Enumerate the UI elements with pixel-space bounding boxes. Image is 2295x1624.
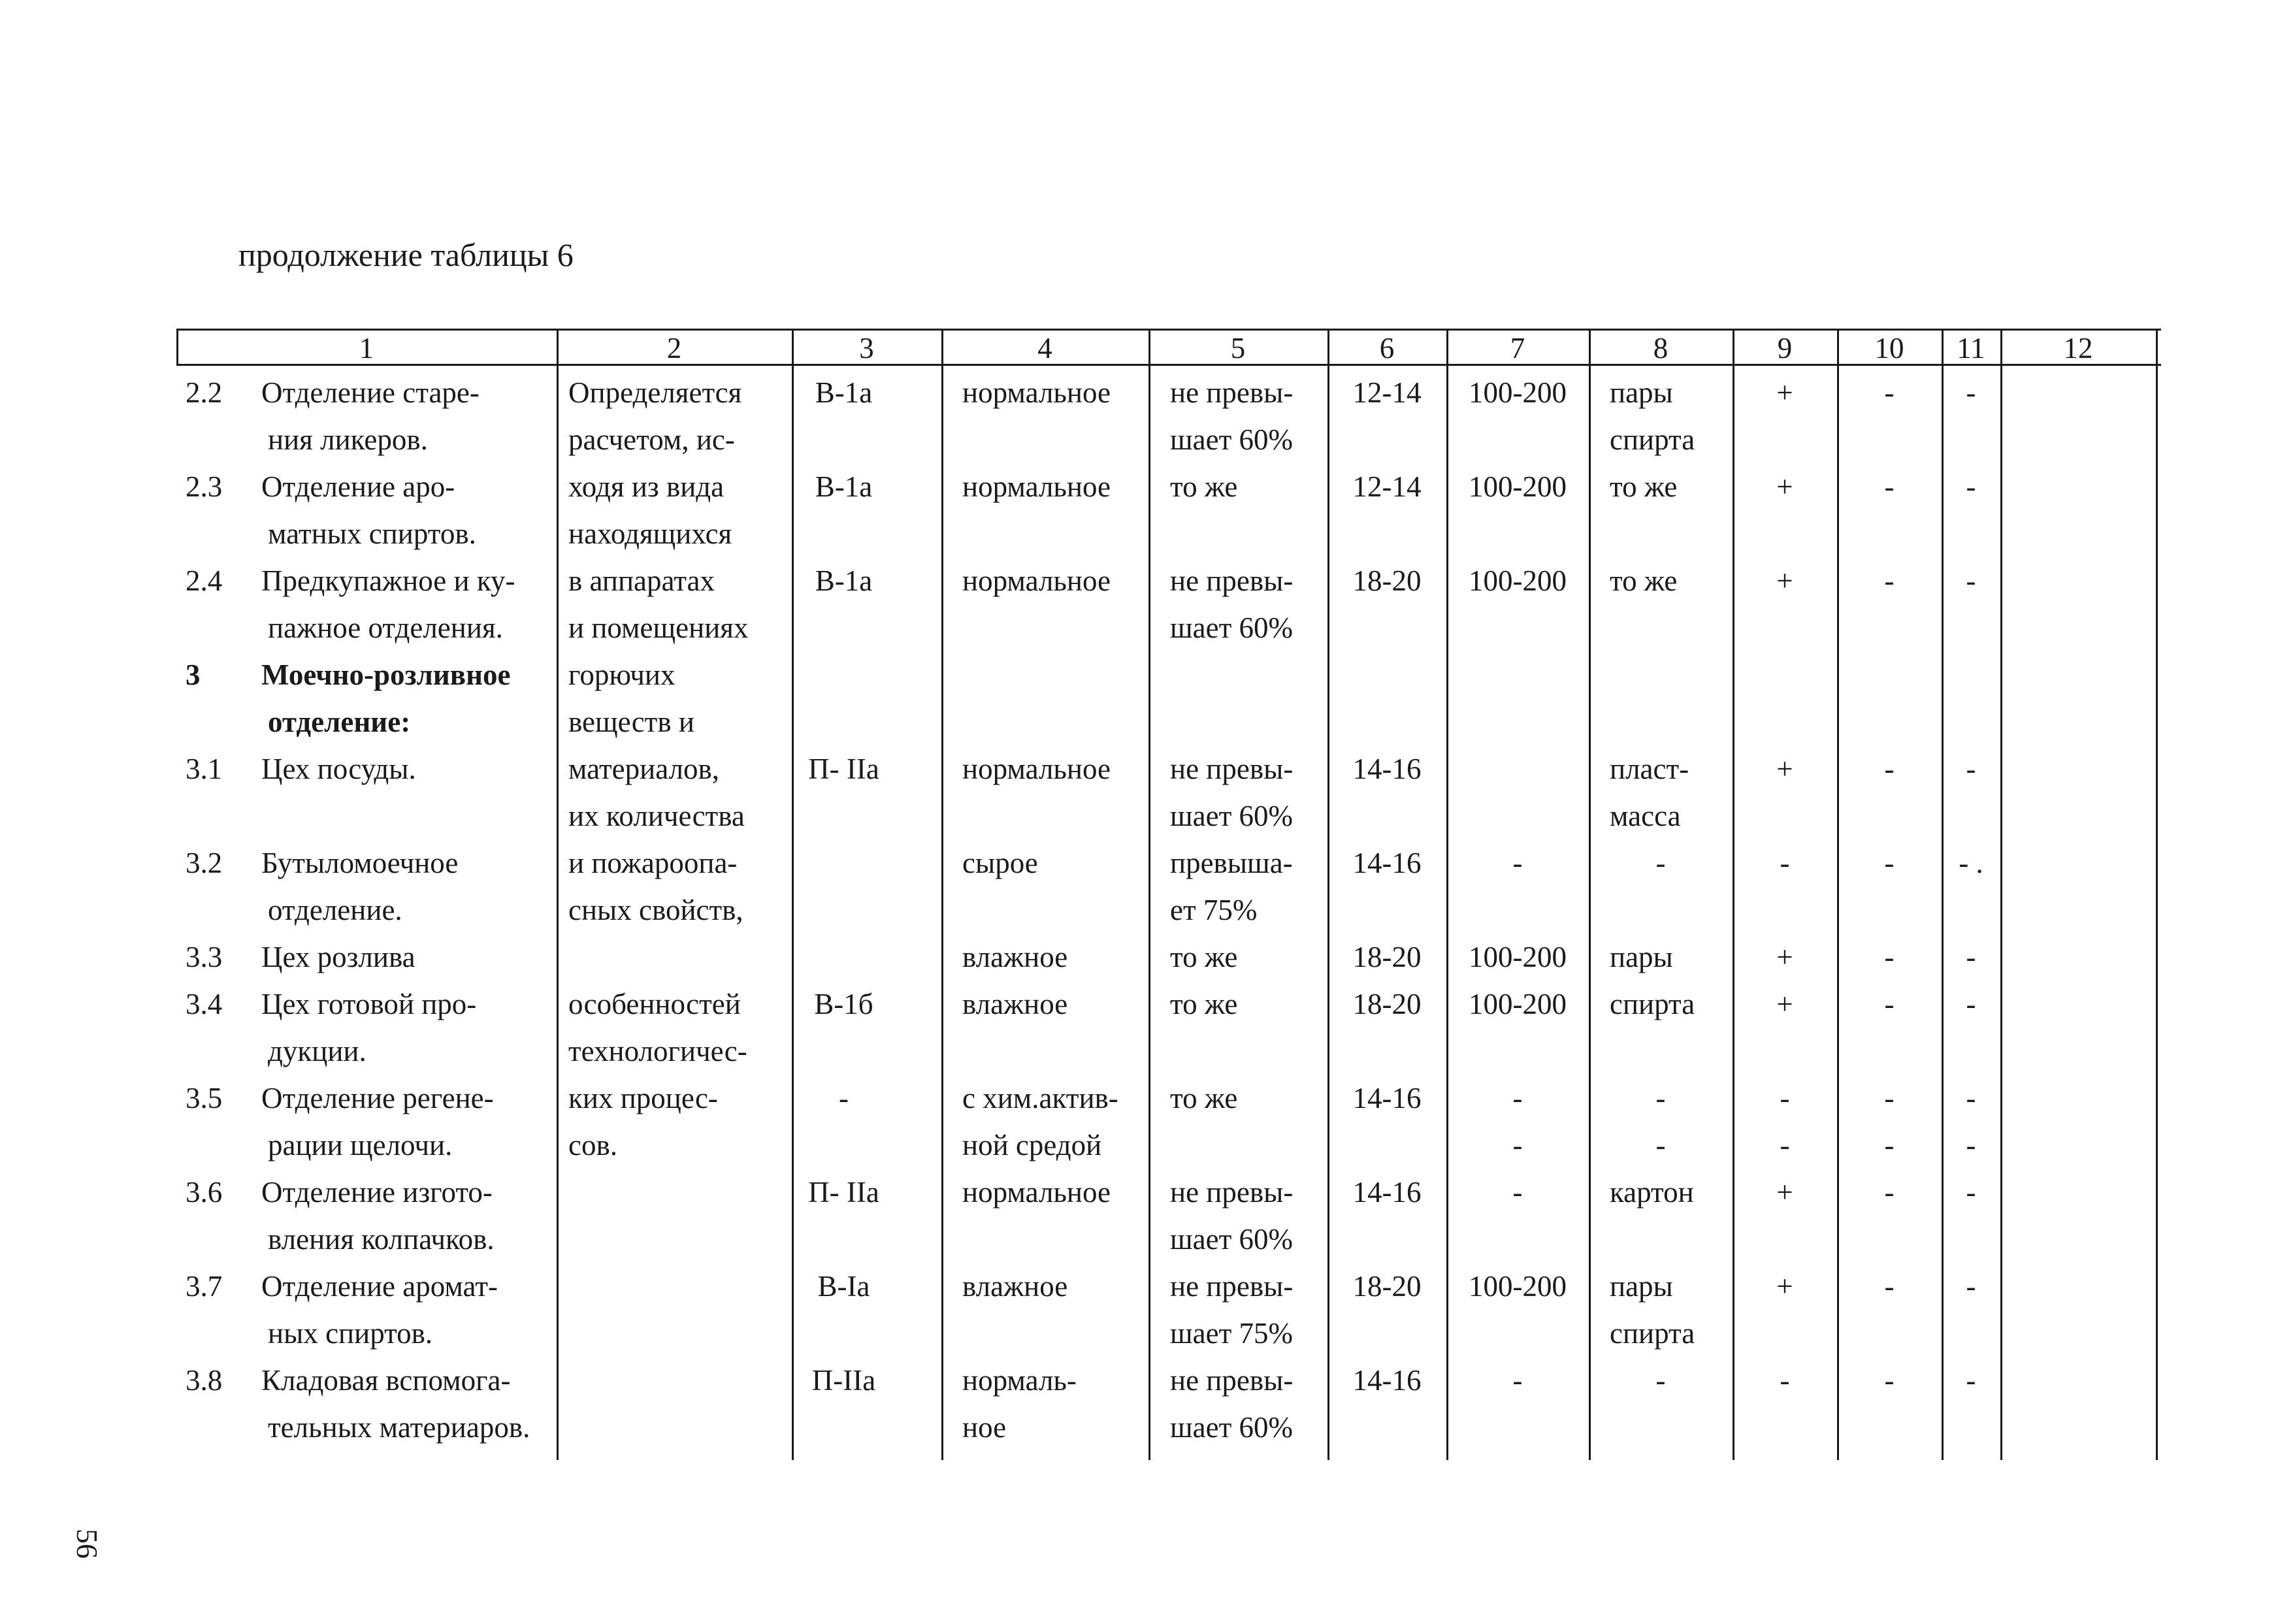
row-name: Отделение старе-: [261, 376, 480, 409]
col2-note-line: расчетом, ис-: [568, 423, 735, 456]
row-number: 3.2: [186, 847, 223, 879]
cell-col10: -: [1884, 1270, 1895, 1303]
cell-illumination: 100-200: [1469, 470, 1567, 503]
cell-col11: -: [1966, 376, 1976, 409]
cell-temperature: 18-20: [1352, 988, 1422, 1020]
cell-humidity: не превы-: [1170, 1176, 1294, 1209]
cell-col9: +: [1776, 564, 1793, 597]
cell-environment: влажное: [962, 988, 1068, 1020]
col2-note-line: ких процес-: [568, 1082, 718, 1114]
cell-col10: -: [1884, 470, 1895, 503]
column-header: 4: [1037, 332, 1052, 365]
cell-col10: -: [1884, 1129, 1895, 1161]
cell-class: П- IIа: [808, 753, 879, 785]
cell-col11: -: [1966, 470, 1976, 503]
cell-col10: -: [1884, 941, 1895, 973]
column-rule: [1148, 329, 1150, 1460]
cell-temperature: 14-16: [1352, 1082, 1422, 1114]
cell-col11: -: [1966, 1176, 1976, 1209]
cell-substance: пары: [1610, 941, 1673, 973]
row-name: вления колпачков.: [268, 1223, 495, 1256]
cell-col9: +: [1776, 470, 1793, 503]
col2-note-line: Определяется: [568, 376, 742, 409]
cell-illumination: 100-200: [1469, 1270, 1567, 1303]
cell-class: В-1б: [814, 988, 873, 1020]
cell-class: П-IIа: [811, 1364, 876, 1397]
cell-substance: пары: [1610, 1270, 1673, 1303]
row-name: Моечно-розливное: [261, 658, 511, 691]
cell-humidity: то же: [1170, 941, 1238, 973]
cell-environment: сырое: [962, 847, 1038, 879]
col2-note-line: их количества: [568, 800, 745, 832]
cell-col10: -: [1884, 753, 1895, 785]
row-name: Бутыломоечное: [261, 847, 459, 879]
col2-note-line: сов.: [568, 1129, 617, 1161]
cell-col10: -: [1884, 988, 1895, 1020]
column-header: 12: [2063, 332, 2093, 365]
cell-col9: -: [1780, 1082, 1790, 1114]
col2-note-line: ходя из вида: [568, 470, 724, 503]
cell-substance: спирта: [1610, 988, 1695, 1020]
cell-col9: -: [1780, 1129, 1790, 1161]
column-header: 10: [1874, 332, 1904, 365]
cell-illumination: -: [1512, 1364, 1523, 1397]
cell-col9: -: [1780, 1364, 1790, 1397]
cell-temperature: 14-16: [1352, 753, 1422, 785]
cell-illumination: 100-200: [1469, 988, 1567, 1020]
col2-note-line: и помещениях: [568, 611, 749, 644]
row-name: пажное отделения.: [268, 611, 503, 644]
column-rule: [1589, 329, 1591, 1460]
row-name: Отделение аромат-: [261, 1270, 498, 1303]
page-number: 56: [71, 1529, 104, 1559]
cell-substance: -: [1655, 847, 1666, 879]
cell-class: В-1а: [815, 376, 873, 409]
cell-environment: нормаль-: [962, 1364, 1077, 1397]
cell-substance: то же: [1610, 470, 1678, 503]
cell-humidity: шает 60%: [1170, 423, 1293, 456]
cell-class: П- IIа: [808, 1176, 879, 1209]
cell-temperature: 14-16: [1352, 1176, 1422, 1209]
column-header: 3: [859, 332, 874, 365]
cell-col11: - .: [1959, 847, 1983, 879]
cell-humidity: не превы-: [1170, 1364, 1294, 1397]
cell-col9: +: [1776, 1270, 1793, 1303]
col2-note-line: веществ и: [568, 706, 694, 738]
col2-note-line: особенностей: [568, 988, 741, 1020]
cell-environment: нормальное: [962, 376, 1111, 409]
row-number: 3.1: [186, 753, 223, 785]
column-header: 1: [359, 332, 374, 365]
col2-note-line: в аппаратах: [568, 564, 715, 597]
data-table: [176, 323, 2162, 1460]
row-name: тельных материаров.: [268, 1411, 530, 1444]
row-name: отделение:: [268, 706, 411, 738]
cell-temperature: 18-20: [1352, 941, 1422, 973]
cell-environment: нормальное: [962, 564, 1111, 597]
col2-note-line: сных свойств,: [568, 894, 743, 926]
cell-col9: -: [1780, 847, 1790, 879]
cell-humidity: шает 60%: [1170, 1223, 1293, 1256]
cell-class: В-1а: [815, 470, 873, 503]
cell-illumination: 100-200: [1469, 564, 1567, 597]
column-header: 6: [1379, 332, 1395, 365]
cell-illumination: -: [1512, 1176, 1523, 1209]
column-rule: [557, 329, 559, 1460]
column-rule: [2000, 329, 2002, 1460]
cell-humidity: шает 60%: [1170, 611, 1293, 644]
row-name: Цех розлива: [261, 941, 415, 973]
row-number: 3.5: [186, 1082, 223, 1114]
cell-col10: -: [1884, 847, 1895, 879]
row-number: 3.3: [186, 941, 223, 973]
cell-col9: +: [1776, 376, 1793, 409]
column-rule: [941, 329, 943, 1460]
row-name: Цех посуды.: [261, 753, 416, 785]
col2-note-line: технологичес-: [568, 1035, 747, 1067]
cell-temperature: 12-14: [1352, 376, 1422, 409]
row-name: Кладовая вспомога-: [261, 1364, 511, 1397]
cell-humidity: шает 60%: [1170, 1411, 1293, 1444]
cell-col10: -: [1884, 1364, 1895, 1397]
cell-col11: -: [1966, 941, 1976, 973]
cell-col11: -: [1966, 1364, 1976, 1397]
cell-col9: +: [1776, 988, 1793, 1020]
cell-environment: с хим.актив-: [962, 1082, 1118, 1114]
row-number: 2.2: [186, 376, 223, 409]
cell-substance: -: [1655, 1082, 1666, 1114]
cell-substance: картон: [1610, 1176, 1694, 1209]
column-header: 2: [666, 332, 682, 365]
cell-illumination: 100-200: [1469, 941, 1567, 973]
col2-note-line: материалов,: [568, 753, 720, 785]
cell-illumination: -: [1512, 847, 1523, 879]
column-rule: [2156, 329, 2158, 1460]
row-number: 2.3: [186, 470, 223, 503]
cell-humidity: не превы-: [1170, 753, 1294, 785]
cell-col11: -: [1966, 1082, 1976, 1114]
cell-humidity: не превы-: [1170, 564, 1294, 597]
cell-humidity: то же: [1170, 988, 1238, 1020]
cell-humidity: то же: [1170, 1082, 1238, 1114]
cell-col11: -: [1966, 1270, 1976, 1303]
col2-note-line: горючих: [568, 658, 675, 691]
row-number: 3.8: [186, 1364, 223, 1397]
column-header: 5: [1230, 332, 1246, 365]
row-name: матных спиртов.: [268, 517, 476, 550]
row-number: 3.6: [186, 1176, 223, 1209]
cell-col11: -: [1966, 1129, 1976, 1161]
cell-col9: +: [1776, 941, 1793, 973]
cell-col9: +: [1776, 753, 1793, 785]
row-name: Отделение аро-: [261, 470, 455, 503]
cell-substance: пары: [1610, 376, 1673, 409]
cell-col10: -: [1884, 564, 1895, 597]
row-number: 2.4: [186, 564, 223, 597]
cell-temperature: 18-20: [1352, 564, 1422, 597]
cell-environment: нормальное: [962, 1176, 1111, 1209]
cell-environment: нормальное: [962, 753, 1111, 785]
row-number: 3: [186, 658, 201, 691]
cell-col10: -: [1884, 376, 1895, 409]
cell-class: -: [839, 1082, 849, 1114]
cell-substance: -: [1655, 1129, 1666, 1161]
row-name: рации щелочи.: [268, 1129, 453, 1161]
cell-class: В-Iа: [817, 1270, 870, 1303]
cell-substance: то же: [1610, 564, 1678, 597]
col2-note-line: и пожароопа-: [568, 847, 738, 879]
cell-col11: -: [1966, 564, 1976, 597]
cell-humidity: превыша-: [1170, 847, 1293, 879]
cell-humidity: ет 75%: [1170, 894, 1258, 926]
cell-humidity: шает 75%: [1170, 1317, 1293, 1350]
cell-humidity: не превы-: [1170, 1270, 1294, 1303]
col2-note-line: находящихся: [568, 517, 732, 550]
row-name: ния ликеров.: [268, 423, 428, 456]
cell-humidity: не превы-: [1170, 376, 1294, 409]
column-header: 7: [1510, 332, 1525, 365]
cell-col10: -: [1884, 1176, 1895, 1209]
cell-col11: -: [1966, 753, 1976, 785]
row-name: Цех готовой про-: [261, 988, 477, 1020]
cell-temperature: 18-20: [1352, 1270, 1422, 1303]
cell-substance: -: [1655, 1364, 1666, 1397]
row-number: 3.7: [186, 1270, 223, 1303]
cell-substance: пласт-: [1610, 753, 1689, 785]
cell-illumination: 100-200: [1469, 376, 1567, 409]
column-header: 9: [1777, 332, 1793, 365]
cell-environment: влажное: [962, 1270, 1068, 1303]
cell-humidity: шает 60%: [1170, 800, 1293, 832]
cell-temperature: 12-14: [1352, 470, 1422, 503]
cell-class: В-1а: [815, 564, 873, 597]
row-name: ных спиртов.: [268, 1317, 433, 1350]
cell-environment: ной средой: [962, 1129, 1102, 1161]
row-name: Отделение изгото-: [261, 1176, 493, 1209]
row-name: отделение.: [268, 894, 402, 926]
column-header: 8: [1653, 332, 1668, 365]
cell-col11: -: [1966, 988, 1976, 1020]
cell-col9: +: [1776, 1176, 1793, 1209]
column-header: 11: [1957, 332, 1985, 365]
row-number: 3.4: [186, 988, 223, 1020]
table-caption: продолжение таблицы 6: [238, 236, 574, 273]
cell-temperature: 14-16: [1352, 1364, 1422, 1397]
cell-illumination: -: [1512, 1082, 1523, 1114]
row-name: дукции.: [268, 1035, 366, 1067]
cell-substance: спирта: [1610, 1317, 1695, 1350]
cell-temperature: 14-16: [1352, 847, 1422, 879]
cell-substance: спирта: [1610, 423, 1695, 456]
row-name: Отделение регене-: [261, 1082, 494, 1114]
cell-col10: -: [1884, 1082, 1895, 1114]
cell-environment: ное: [962, 1411, 1007, 1444]
cell-substance: масса: [1610, 800, 1681, 832]
cell-illumination: -: [1512, 1129, 1523, 1161]
cell-environment: нормальное: [962, 470, 1111, 503]
row-name: Предкупажное и ку-: [261, 564, 515, 597]
cell-humidity: то же: [1170, 470, 1238, 503]
cell-environment: влажное: [962, 941, 1068, 973]
